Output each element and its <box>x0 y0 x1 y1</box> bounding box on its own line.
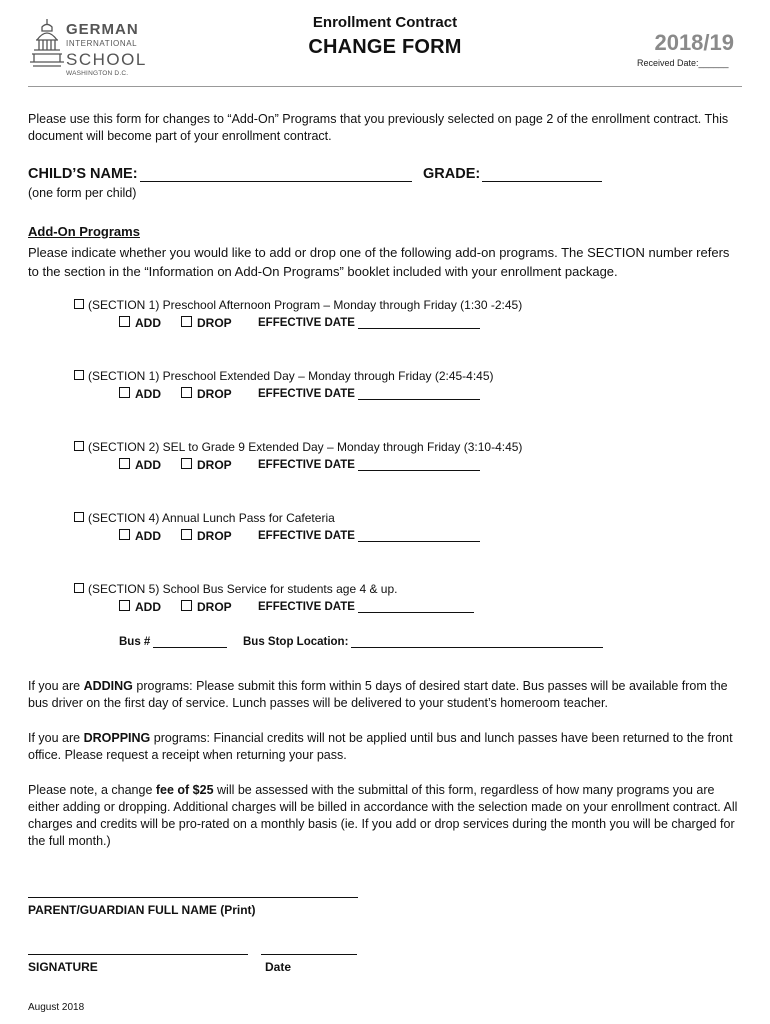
program-label: (SECTION 1) Preschool Afternoon Program – Monday through Friday (1:30 -2:45) <box>88 298 523 312</box>
bus-number-field <box>119 636 227 648</box>
drop-checkbox <box>181 600 192 611</box>
add-checkbox[interactable] <box>119 316 130 327</box>
effective-date-field <box>258 530 480 542</box>
bus-stop-field <box>243 636 603 648</box>
add-checkbox <box>119 387 130 398</box>
logo-text-german: GERMAN <box>66 21 139 38</box>
effective-date-label: EFFECTIVE DATE <box>258 317 355 329</box>
signature-label: SIGNATURE <box>28 960 98 974</box>
adding-keyword: ADDING <box>83 679 133 693</box>
program-label: (SECTION 5) School Bus Service for students age 4 & up. <box>88 582 398 596</box>
school-year: 2018/19 <box>654 30 734 55</box>
effective-date-label: EFFECTIVE DATE <box>258 388 355 400</box>
drop-label: DROP <box>197 600 232 614</box>
effective-date-field <box>258 601 474 613</box>
date-line <box>261 954 357 955</box>
form-subtitle: Enrollment Contract <box>312 14 458 31</box>
child-name-field <box>28 166 412 182</box>
effective-date-line <box>358 388 480 400</box>
fee-note-prefix: Please note, a change <box>28 783 156 797</box>
parent-name-line[interactable] <box>28 897 358 898</box>
bus-stop-label: Bus Stop Location: <box>243 636 349 648</box>
program-item <box>74 298 522 312</box>
addon-description: Please indicate whether you would like to add or drop one of the following add-on programs. The SECTION number refers to the section in the “Information on Add-On Programs” booklet included with your enrollment package. <box>28 245 730 279</box>
program-label: (SECTION 2) SEL to Grade 9 Extended Day – Monday through Friday (3:10-4:45) <box>88 440 523 454</box>
drop-option <box>181 458 232 472</box>
adding-note <box>28 678 742 712</box>
child-name-label: CHILD’S NAME: <box>28 166 138 182</box>
logo-text-school: SCHOOL <box>66 50 147 69</box>
received-date-field: Received Date:______ <box>637 58 729 68</box>
drop-label: DROP <box>197 316 232 330</box>
effective-date-line <box>358 459 480 471</box>
drop-checkbox <box>181 387 192 398</box>
add-option <box>119 316 161 330</box>
fee-note-text: will be assessed with the submittal of this form, regardless of how many programs you are either adding or dropping. Additional charges will be billed in accordance with the selection made on your enrollment contract. All charges and credits will be pro-rated on a monthly basis (ie. If you add or drop services during the month you will be charged for the full month.) <box>28 783 738 848</box>
bus-stop-line <box>351 636 603 648</box>
drop-option <box>181 387 232 401</box>
drop-label: DROP <box>197 387 232 401</box>
logo-text-international: INTERNATIONAL <box>66 39 138 48</box>
program-checkbox <box>74 583 84 593</box>
grade-line <box>482 166 602 182</box>
signature-line <box>28 954 248 955</box>
grade-label: GRADE: <box>423 166 481 182</box>
program-label: (SECTION 1) Preschool Extended Day – Monday through Friday (2:45-4:45) <box>88 369 494 383</box>
logo-text-location: WASHINGTON D.C. <box>66 70 129 77</box>
effective-date-label: EFFECTIVE DATE <box>258 601 355 613</box>
drop-option <box>181 600 232 614</box>
program-checkbox <box>74 370 84 380</box>
child-name-line <box>140 166 412 182</box>
add-option <box>119 529 161 543</box>
effective-date-field <box>258 459 480 471</box>
effective-date-field <box>258 388 480 400</box>
effective-date-line <box>358 601 474 613</box>
add-label: ADD <box>135 529 161 543</box>
effective-date-label: EFFECTIVE DATE <box>258 459 355 471</box>
program-item <box>74 582 397 596</box>
form-title: CHANGE FORM <box>308 36 462 58</box>
program-checkbox <box>74 441 84 451</box>
program-item <box>74 440 522 454</box>
add-option <box>119 458 161 472</box>
effective-date-line <box>358 317 480 329</box>
add-checkbox <box>119 529 130 540</box>
adding-note-text: programs: Please submit this form within 5 days of desired start date. Bus passes will be available from the bus driver on the first day of service. Lunch passes will be delivered to your student’s homeroom teacher. <box>28 679 728 710</box>
add-checkbox <box>119 600 130 611</box>
dropping-note-text: programs: Financial credits will not be applied until bus and lunch passes have been returned to the front office. Please request a receipt when returning your pass. <box>28 731 733 762</box>
drop-label: DROP <box>197 529 232 543</box>
fee-note <box>28 782 742 850</box>
fee-amount: fee of $25 <box>155 783 214 797</box>
date-label: Date <box>265 960 292 974</box>
add-label: ADD <box>135 600 161 614</box>
parent-name-label: PARENT/GUARDIAN FULL NAME (Print) <box>28 903 256 917</box>
program-checkbox <box>74 512 84 522</box>
add-label: ADD <box>135 316 161 330</box>
drop-checkbox <box>181 529 192 540</box>
program-label: (SECTION 4) Annual Lunch Pass for Cafeteria <box>88 511 335 525</box>
effective-date-line <box>358 530 480 542</box>
effective-date-label: EFFECTIVE DATE <box>258 530 355 542</box>
program-item <box>74 511 335 525</box>
drop-option <box>181 316 232 330</box>
dropping-keyword: DROPPING <box>83 731 151 745</box>
program-item <box>74 369 494 383</box>
drop-checkbox[interactable] <box>181 316 192 327</box>
add-option <box>119 387 161 401</box>
header-divider <box>28 86 742 87</box>
bus-number-label: Bus # <box>119 636 151 648</box>
effective-date-field <box>258 317 480 329</box>
addon-section-title: Add-On Programs <box>28 224 140 239</box>
add-label: ADD <box>135 387 161 401</box>
adding-note-prefix: If you are <box>28 679 84 693</box>
one-form-note: (one form per child) <box>28 186 137 200</box>
add-option <box>119 600 161 614</box>
footer-date: August 2018 <box>28 1002 85 1013</box>
bus-number-line <box>153 636 227 648</box>
add-label: ADD <box>135 458 161 472</box>
dropping-note <box>28 730 742 764</box>
program-checkbox[interactable] <box>74 299 84 309</box>
add-checkbox <box>119 458 130 469</box>
drop-label: DROP <box>197 458 232 472</box>
dropping-note-prefix: If you are <box>28 731 84 745</box>
grade-field <box>423 166 602 182</box>
drop-checkbox <box>181 458 192 469</box>
drop-option <box>181 529 232 543</box>
intro-paragraph: Please use this form for changes to “Add-On” Programs that you previously selected on page 2 of the enrollment contract. This document will become part of your enrollment contract. <box>28 112 729 143</box>
